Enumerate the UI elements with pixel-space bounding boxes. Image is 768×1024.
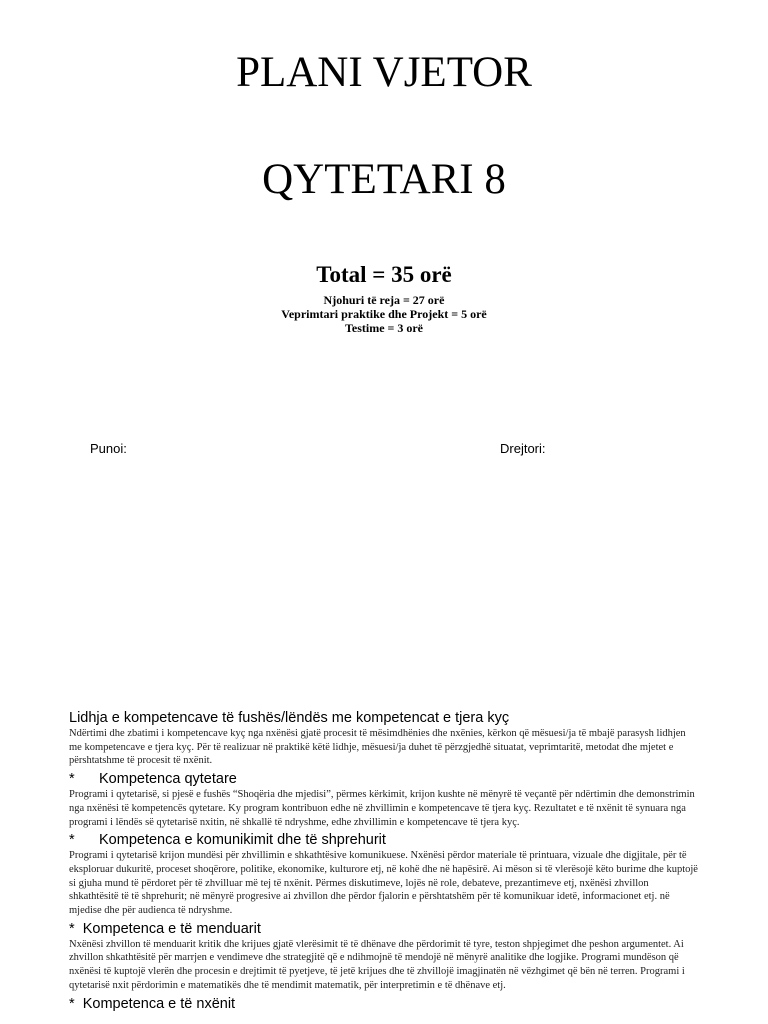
hours-new-knowledge: Njohuri të reja = 27 orë bbox=[323, 293, 445, 307]
total-hours: Total = 35 orë bbox=[316, 262, 452, 287]
hours-practical-project: Veprimtari praktike dhe Projekt = 5 orë bbox=[281, 307, 487, 321]
document-title: PLANI VJETOR bbox=[236, 49, 532, 96]
competence-title: Kompetenca qytetare bbox=[99, 771, 237, 788]
bullet-star: * bbox=[69, 920, 75, 937]
bullet-star: * bbox=[69, 995, 75, 1012]
competences-section bbox=[69, 709, 699, 1013]
competence-heading bbox=[69, 831, 699, 849]
competence-heading bbox=[69, 770, 699, 788]
bullet-star: * bbox=[69, 832, 75, 849]
hours-tests: Testime = 3 orë bbox=[344, 321, 424, 335]
section-intro: Ndërtimi dhe zbatimi i kompetencave kyç nga nxënësi gjatë procesit të mësimdhënies dhe nxënies, kërkon që mësuesi/ja të mbajë parasysh lidhjen me kompetencave e tjera kyç. Për të realizuar në praktikë këtë lidhje, mësuesi/ja duhet të përzgjedhë situatat, veprimtaritë, metodat dhe mjetet e përshtatshme të procesit të nxënit. bbox=[69, 728, 686, 767]
bullet-star: * bbox=[69, 771, 75, 788]
competence-title: Kompetenca e komunikimit dhe të shprehurit bbox=[99, 832, 386, 849]
competence-title: Kompetenca e të nxënit bbox=[82, 995, 236, 1012]
subject-title: QYTETARI 8 bbox=[262, 156, 506, 203]
competence-text: Programi i qytetarisë, si pjesë e fushës “Shoqëria dhe mjedisi”, përmes kërkimit, krijon kushte në mënyrë të veçantë për ndërtimin dhe demonstrimin nga nxënësi të kompetencës qytetare. Ky program kontribuon edhe në zhvillimin e kompetencave të tjera kyç. Rezultatet e të nxënit të synuara nga programi i lëndës së qytetarisë nxitin, në shkallë të ndryshme, edhe zhvillimin e kompetencave të tjera kyç. bbox=[69, 789, 695, 828]
competence-text: Programi i qytetarisë krijon mundësi për zhvillimin e shkathtësive komunikuese. Nxënësi përdor materiale të printuara, vizuale dhe digjitale, për të eksploruar dukuritë, proceset shoqërore, politike, ekonomike, kulturore etj, në kohë dhe në hapësirë. Ai mëson si të vlerësojë këto burime dhe kuptojë si gjuha mund të përdoret për të zhvilluar më tej të nxënit. Përmes diskutimeve, lojës në role, debateve, prezantimeve etj, nxënësi zhvillon shkathtësitë të të shprehurit; në mënyrë progresive ai zhvillon dhe përdor fjalorin e përshtatshëm për të komunikuar idetë, informacionet etj. në mjedise dhe për audienca të ndryshme. bbox=[69, 850, 698, 917]
competence-text: Nxënësi zhvillon të menduarit kritik dhe krijues gjatë vlerësimit të të dhënave dhe përdorimit të tyre, teston shpjegimet dhe peshon argumentet. Ai zhvillon shkathtësitë për marrjen e vendimeve dhe strategjitë që e ndihmojnë të mendojë në mënyrë analitike dhe logjike. Programi mundëson që nxënësi të kuptojë vlerën dhe procesin e drejtimit të pyetjeve, të jetë krijues dhe të zhvillojë imagjinatën në vëzhgimet që bën në terren. Programi i qytetarisë nxit përdorimin e matematikës dhe të mendimit matematik, për interpretimin e të dhënave etj. bbox=[69, 938, 685, 991]
signature-director-label: Drejtori: bbox=[500, 441, 546, 456]
competence-heading bbox=[69, 920, 699, 938]
section-heading: Lidhja e kompetencave të fushës/lëndës me kompetencat e tjera kyç bbox=[69, 710, 510, 726]
competence-heading bbox=[69, 995, 699, 1013]
competence-title: Kompetenca e të menduarit bbox=[82, 920, 261, 937]
signature-author-label: Punoi: bbox=[90, 441, 127, 456]
